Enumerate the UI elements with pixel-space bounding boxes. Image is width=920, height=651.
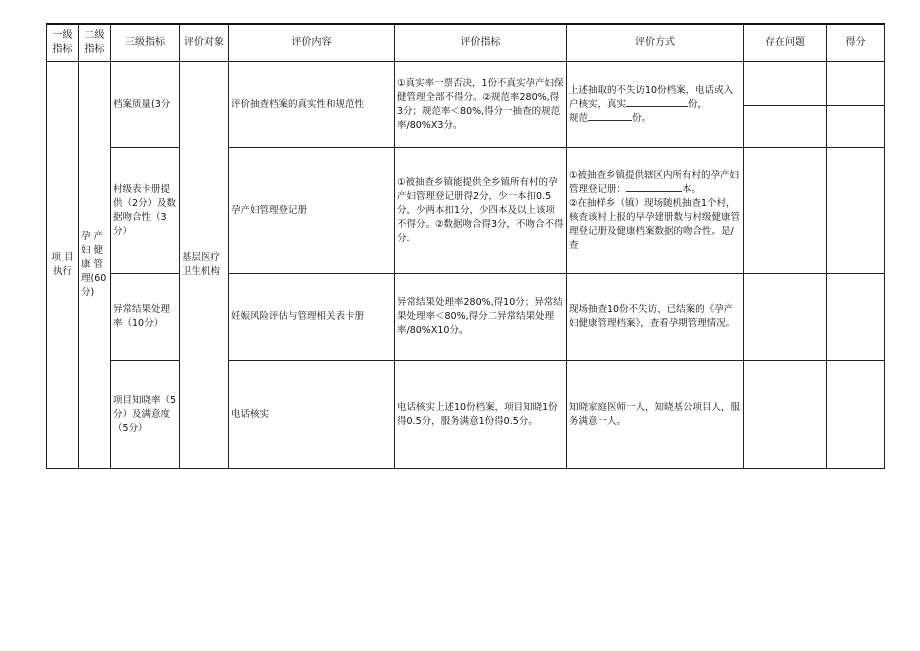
method-text: 份。: [632, 112, 652, 124]
score-cell: [827, 274, 885, 361]
header-level3: 三级指标: [111, 24, 180, 62]
issues-cell: [744, 106, 827, 148]
method-text: 规范: [569, 112, 589, 124]
level1-cell: 项 目 执行: [47, 62, 79, 469]
header-content: 评价内容: [229, 24, 395, 62]
method-text: 本。: [682, 183, 702, 195]
method-cell: 知晓家庭医师一人，知晓基公项目人，服务满意一人。: [567, 361, 744, 469]
header-score: 得分: [827, 24, 885, 62]
method-cell: 现场抽查10份不失访、已结案的《孕产妇健康管理档案》，查看孕期管理情况。: [567, 274, 744, 361]
content-cell: 电话核实: [229, 361, 395, 469]
evaluation-table: [46, 23, 885, 469]
score-cell: [827, 106, 885, 148]
indicator-cell: ①真实率一票否决，1份不真实孕产妇保健管理全部不得分。②规范率280%,得3分；规范率＜80%,得分一抽查的规范率/80%X3分。: [395, 62, 567, 148]
indicator-cell: 异常结果处理率280%,得10分；异常结果处理率＜80%,得分二异常结果处理率/80%X10分。: [395, 274, 567, 361]
issues-cell: [744, 274, 827, 361]
header-method: 评价方式: [567, 24, 744, 62]
score-cell: [827, 148, 885, 274]
method-cell: [567, 148, 744, 274]
l3-cell: 村级表卡册提供（2分）及数据吻合性（3分）: [111, 148, 180, 274]
header-issues: 存在问题: [744, 24, 827, 62]
content-cell: 孕产妇管理登记册: [229, 148, 395, 274]
issues-cell: [744, 148, 827, 274]
l3-cell: 项目知晓率（5分）及满意度（5分）: [111, 361, 180, 469]
level2-cell: 孕 产 妇 健 康 管 理(60分): [79, 62, 111, 469]
header-row: [47, 24, 885, 62]
method-text: ②在抽样乡（镇）现场随机抽查1个村，核查该村上报的早孕建册数与村级健康管理登记册及健康档案数据的吻合性。是/查: [569, 197, 741, 251]
method-cell: [567, 62, 744, 148]
target-cell: 基层医疗卫生机构: [180, 62, 229, 469]
blank-line: [588, 120, 632, 121]
indicator-cell: 电话核实上述10份档案，项目知晓1份得0.5分，服务满意1份得0.5分。: [395, 361, 567, 469]
method-text: ①被抽查乡镇提供辖区内所有村的孕产妇管理登记册：: [569, 169, 740, 195]
table-row: [47, 148, 885, 274]
table-row: [47, 361, 885, 469]
blank-line: [626, 191, 682, 192]
l3-cell: 异常结果处理率（10分）: [111, 274, 180, 361]
score-cell: [827, 62, 885, 106]
header-target: 评价对象: [180, 24, 229, 62]
blank-line: [626, 106, 688, 107]
content-cell: 妊娠风险评估与管理相关表卡册: [229, 274, 395, 361]
issues-cell: [744, 361, 827, 469]
table-row: [47, 274, 885, 361]
method-text: 份，: [688, 98, 708, 110]
content-cell: 评价抽查档案的真实性和规范性: [229, 62, 395, 148]
method-text: 上述抽取的不失访10份档案，电话或入户核实，真实: [569, 84, 734, 110]
issues-cell: [744, 62, 827, 106]
score-cell: [827, 361, 885, 469]
header-level1: 一级指标: [47, 24, 79, 62]
header-indicator: 评价指标: [395, 24, 567, 62]
indicator-cell: ①被抽查乡镇能提供全乡镇所有村的孕产妇管理登记册得2分，少一本扣0.5分，少两本扣1分，少四本及以上该项不得分。②数据吻合得3分，不吻合不得分.: [395, 148, 567, 274]
table-row: [47, 62, 885, 106]
l3-cell: 档案质量(3分: [111, 62, 180, 148]
header-level2: 二级指标: [79, 24, 111, 62]
